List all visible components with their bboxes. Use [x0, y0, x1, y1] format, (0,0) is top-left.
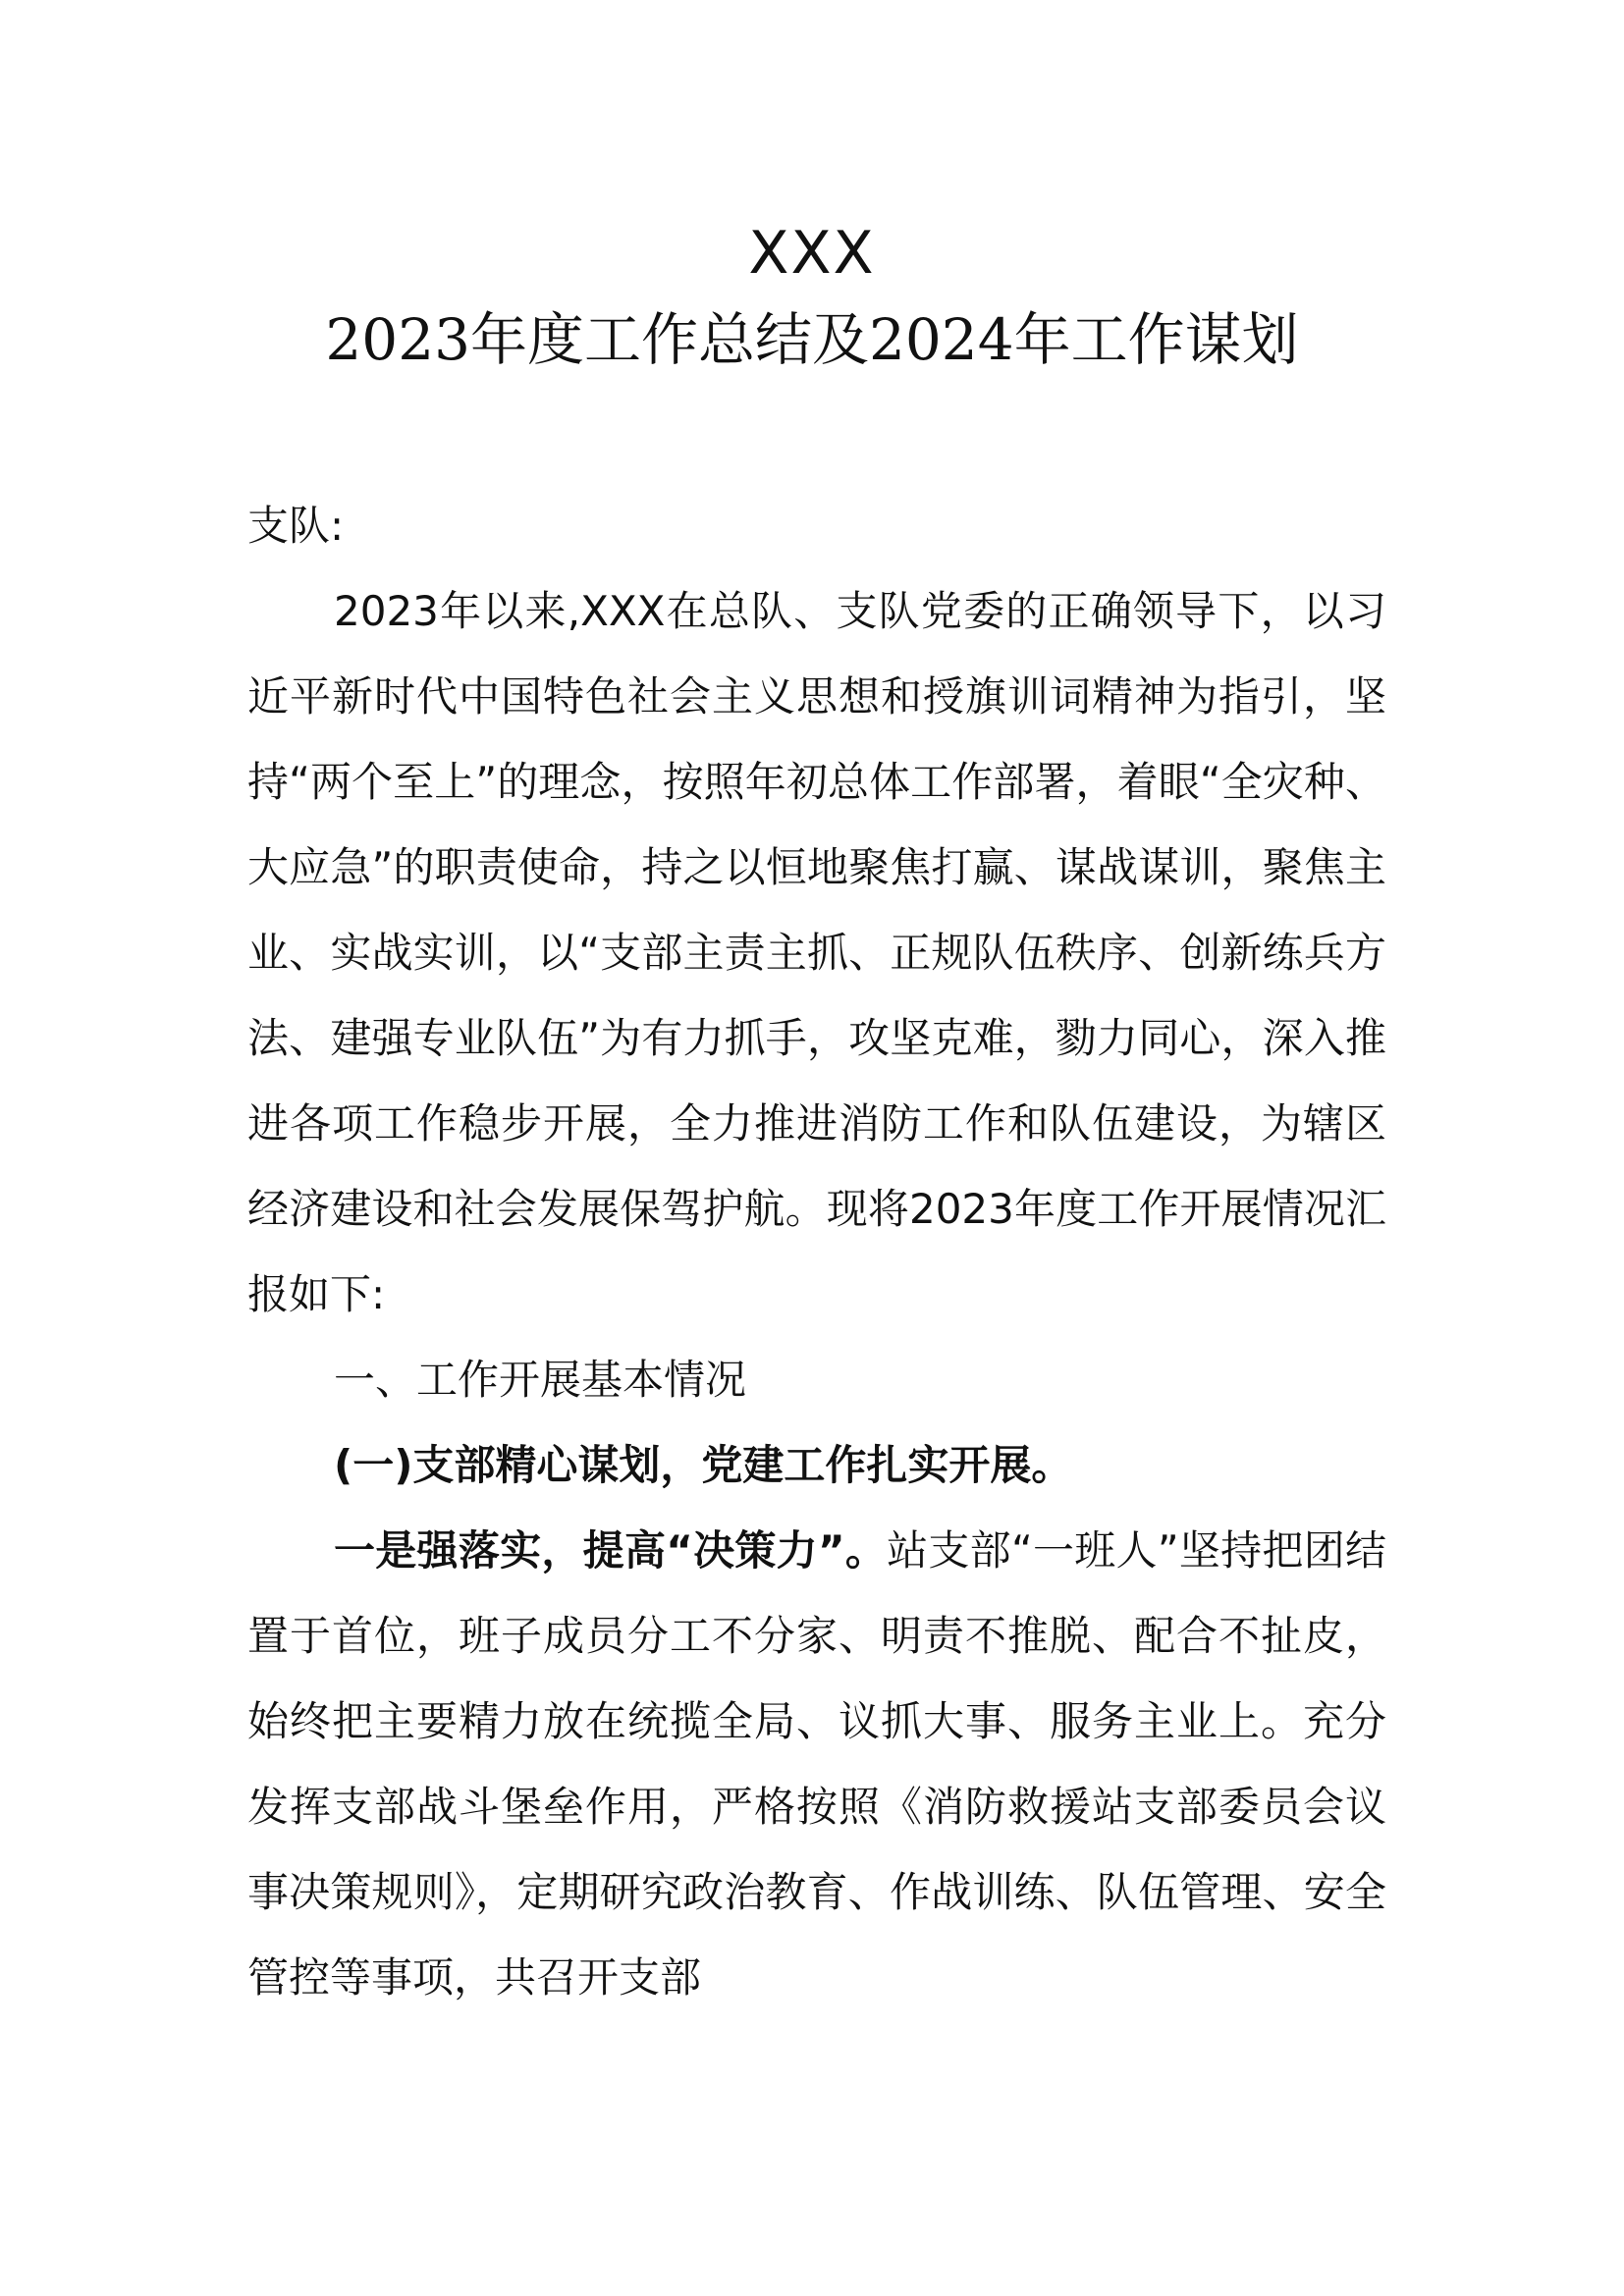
point-lead: 一是强落实，提高“决策力”。	[334, 1526, 888, 1575]
intro-paragraph: 2023年以来,XXX在总队、支队党委的正确领导下，以习近平新时代中国特色社会主义思想和授旗训词精神为指引，坚持“两个至上”的理念，按照年初总体工作部署，着眼“全灾种、大应急”的职责使命，持之以恒地聚焦打赢、谋战谋训，聚焦主业、实战实训，以“支部主责主抓、正规队伍秩序、创新练兵方法、建强专业队伍”为有力抓手，攻坚克难，勠力同心，深入推进各项工作稳步开展，全力推进消防工作和队伍建设，为辖区经济建设和社会发展保驾护航。现将2023年度工作开展情况汇报如下:	[247, 587, 1386, 1318]
document-body	[247, 483, 1386, 2020]
section-heading: 一、工作开展基本情况	[334, 1356, 747, 1404]
document-title: 2023年度工作总结及2024年工作谋划	[325, 306, 1299, 373]
salutation: 支队:	[247, 502, 345, 550]
point-text: 站支部“一班人”坚持把团结置于首位，班子成员分工不分家、明责不推脱、配合不扯皮，始终把主要精力放在统揽全局、议抓大事、服务主业上。充分发挥支部战斗堡垒作用，严格按照《消防救援站支部委员会议事决策规则》，定期研究政治教育、作战训练、队伍管理、安全管控等事项，共召开支部	[247, 1526, 1386, 2002]
subsection-heading: (一)支部精心谋划，党建工作扎实开展。	[334, 1441, 1073, 1489]
document-title-org: XXX	[748, 219, 876, 288]
point-paragraph	[247, 1508, 1386, 2020]
